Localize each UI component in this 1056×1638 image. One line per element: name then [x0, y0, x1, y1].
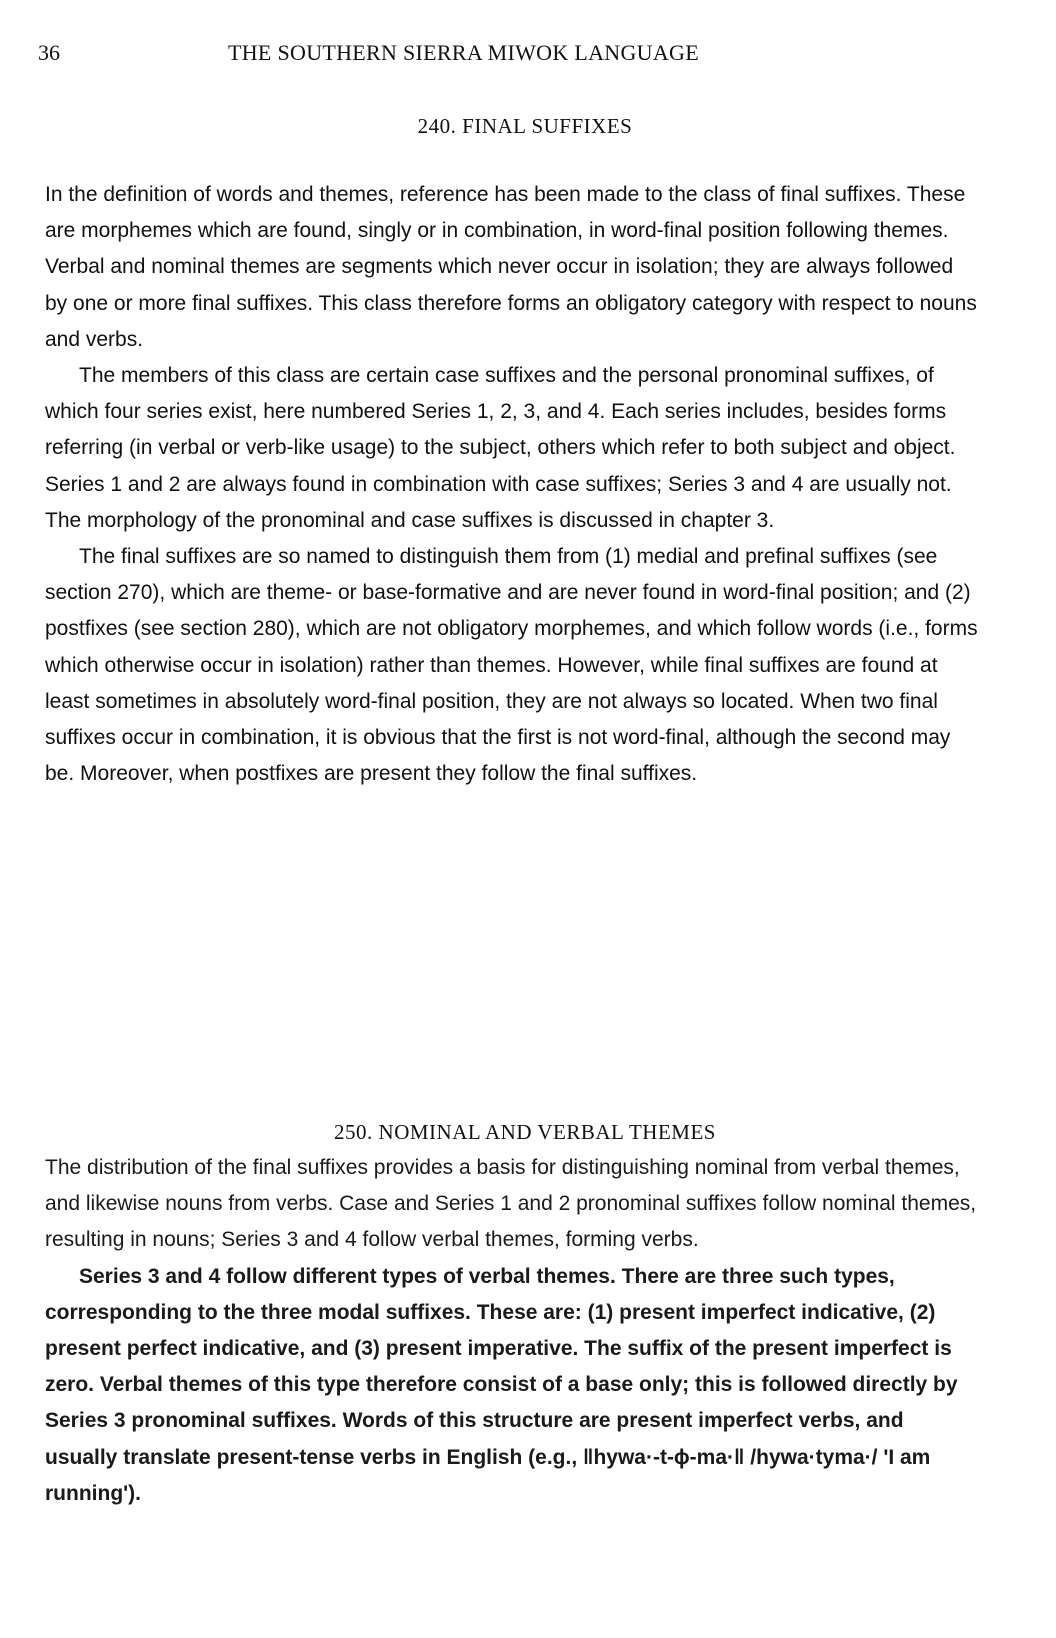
section-body-nominal-verbal-themes	[45, 1150, 980, 1512]
paragraph: The final suffixes are so named to distinguish them from (1) medial and prefinal suffixes (see section 270), which are theme- or base-formative and are never found in word-final position; and (2) postfixes (see section 280), which are not obligatory morphemes, and which follow words (i.e., forms which otherwise occur in isolation) rather than themes. However, while final suffixes are found at least sometimes in absolutely word-final position, they are not always so located. When two final suffixes occur in combination, it is obvious that the first is not word-final, although the second may be. Moreover, when postfixes are present they follow the final suffixes.	[45, 545, 978, 786]
section-heading-final-suffixes: 240. FINAL SUFFIXES	[417, 114, 633, 138]
paragraph: In the definition of words and themes, reference has been made to the class of final suffixes. These are morphemes which are found, singly or in combination, in word-final position following themes. Verbal and nominal themes are segments which never occur in isolation; they are always followed by one or more final suffixes. This class therefore forms an obligatory category with respect to nouns and verbs.	[45, 183, 977, 351]
page-number: 36	[38, 40, 60, 65]
paragraph: The distribution of the final suffixes provides a basis for distinguishing nominal from verbal themes, and likewise nouns from verbs. Case and Series 1 and 2 pronominal suffixes follow nominal themes, resulting in nouns; Series 3 and 4 follow verbal themes, forming verbs.	[45, 1156, 977, 1252]
paragraph: The members of this class are certain case suffixes and the personal pronominal suffixes, of which four series exist, here numbered Series 1, 2, 3, and 4. Each series includes, besides forms referring (in verbal or verb-like usage) to the subject, others which refer to both subject and object. Series 1 and 2 are always found in combination with case suffixes; Series 3 and 4 are usually not. The morphology of the pronominal and case suffixes is discussed in chapter 3.	[45, 364, 956, 532]
running-head: THE SOUTHERN SIERRA MIWOK LANGUAGE	[228, 40, 699, 65]
section-heading-nominal-verbal-themes: 250. NOMINAL AND VERBAL THEMES	[334, 1120, 716, 1144]
paragraph: Series 3 and 4 follow different types of verbal themes. There are three such types, corresponding to the three modal suffixes. These are: (1) present imperfect indicative, (2) present perfect indicative, and (3) present imperative. The suffix of the present imperfect is zero. Verbal themes of this type therefore consist of a base only; this is followed directly by Series 3 pronominal suffixes. Words of this structure are present imperfect verbs, and usually translate present-tense verbs in English (e.g., ‖hywa·-t-ɸ-ma·‖ /hywa·tyma·/ 'I am running').	[45, 1264, 958, 1505]
section-body-final-suffixes	[45, 177, 980, 792]
